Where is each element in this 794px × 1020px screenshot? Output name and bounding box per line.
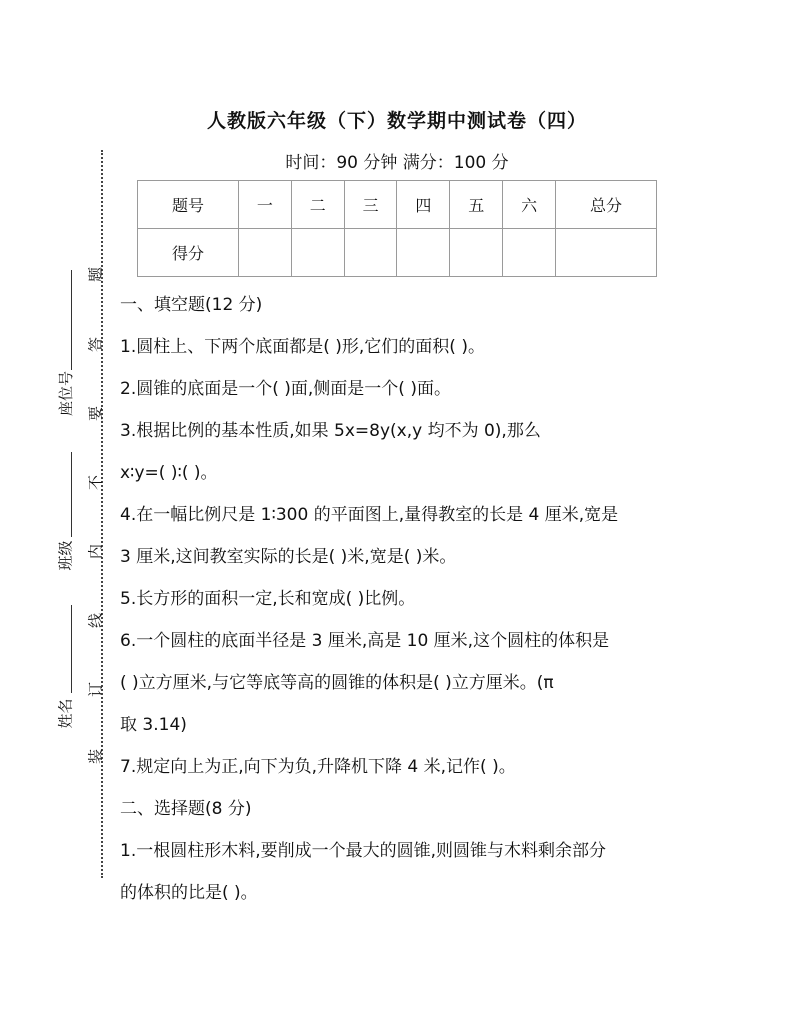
question-line: 6.一个圆柱的底面半径是 3 厘米,高是 10 厘米,这个圆柱的体积是 [120, 631, 610, 651]
class-line[interactable] [71, 452, 72, 537]
score-table-cell: 总分 [556, 181, 657, 229]
binding-char: 内 [86, 544, 105, 560]
name-line[interactable] [71, 605, 72, 693]
section-heading: 二、选择题(8 分) [120, 799, 252, 819]
binding-char: 装 [86, 749, 105, 765]
score-table-score-row [138, 229, 657, 277]
score-entry-cell[interactable] [503, 229, 556, 277]
question-line: ( )立方厘米,与它等底等高的圆锥的体积是( )立方厘米。(π [120, 673, 554, 693]
score-table-cell: 六 [503, 181, 556, 229]
score-entry-cell[interactable] [291, 229, 344, 277]
question-line: 7.规定向上为正,向下为负,升降机下降 4 米,记作( )。 [120, 757, 516, 777]
page-title: 人教版六年级（下）数学期中测试卷（四） [206, 110, 587, 132]
score-table-cell: 得分 [138, 229, 239, 277]
score-table-cell: 二 [291, 181, 344, 229]
question-line: 3 厘米,这间教室实际的长是( )米,宽是( )米。 [120, 547, 457, 567]
question-line: 4.在一幅比例尺是 1∶300 的平面图上,量得教室的长是 4 厘米,宽是 [120, 505, 619, 525]
score-table-header-row [138, 181, 657, 229]
class-label: 班级 [56, 540, 75, 571]
question-line: 取 3.14) [120, 715, 187, 735]
binding-dotted-line [101, 150, 103, 878]
exam-time-score-info: 时间：90 分钟 满分：100 分 [285, 153, 509, 173]
score-entry-cell[interactable] [556, 229, 657, 277]
question-line: 1.圆柱上、下两个底面都是( )形,它们的面积( )。 [120, 337, 485, 357]
seat-number-label: 座位号 [57, 370, 76, 417]
binding-char: 不 [86, 475, 105, 491]
score-entry-cell[interactable] [344, 229, 397, 277]
score-table-cell: 一 [239, 181, 292, 229]
score-entry-cell[interactable] [397, 229, 450, 277]
score-entry-cell[interactable] [450, 229, 503, 277]
binding-char: 订 [86, 682, 105, 698]
binding-char: 要 [86, 406, 105, 422]
binding-char: 线 [86, 613, 105, 629]
score-entry-cell[interactable] [239, 229, 292, 277]
question-line: 5.长方形的面积一定,长和宽成( )比例。 [120, 589, 416, 609]
score-table-cell: 三 [344, 181, 397, 229]
binding-char: 答 [86, 337, 105, 353]
section-heading: 一、填空题(12 分) [120, 295, 263, 315]
score-table-cell: 五 [450, 181, 503, 229]
question-line: 1.一根圆柱形木料,要削成一个最大的圆锥,则圆锥与木料剩余部分 [120, 841, 607, 861]
question-line: 的体积的比是( )。 [120, 883, 258, 903]
score-table [137, 180, 657, 277]
binding-char: 题 [86, 267, 105, 283]
question-line: 3.根据比例的基本性质,如果 5x=8y(x,y 均不为 0),那么 [120, 421, 541, 441]
score-table-cell: 四 [397, 181, 450, 229]
score-table-cell: 题号 [138, 181, 239, 229]
question-line: x∶y=( )∶( )。 [120, 463, 218, 483]
name-label: 姓名 [56, 698, 75, 729]
seat-number-line[interactable] [71, 270, 72, 370]
question-line: 2.圆锥的底面是一个( )面,侧面是一个( )面。 [120, 379, 451, 399]
